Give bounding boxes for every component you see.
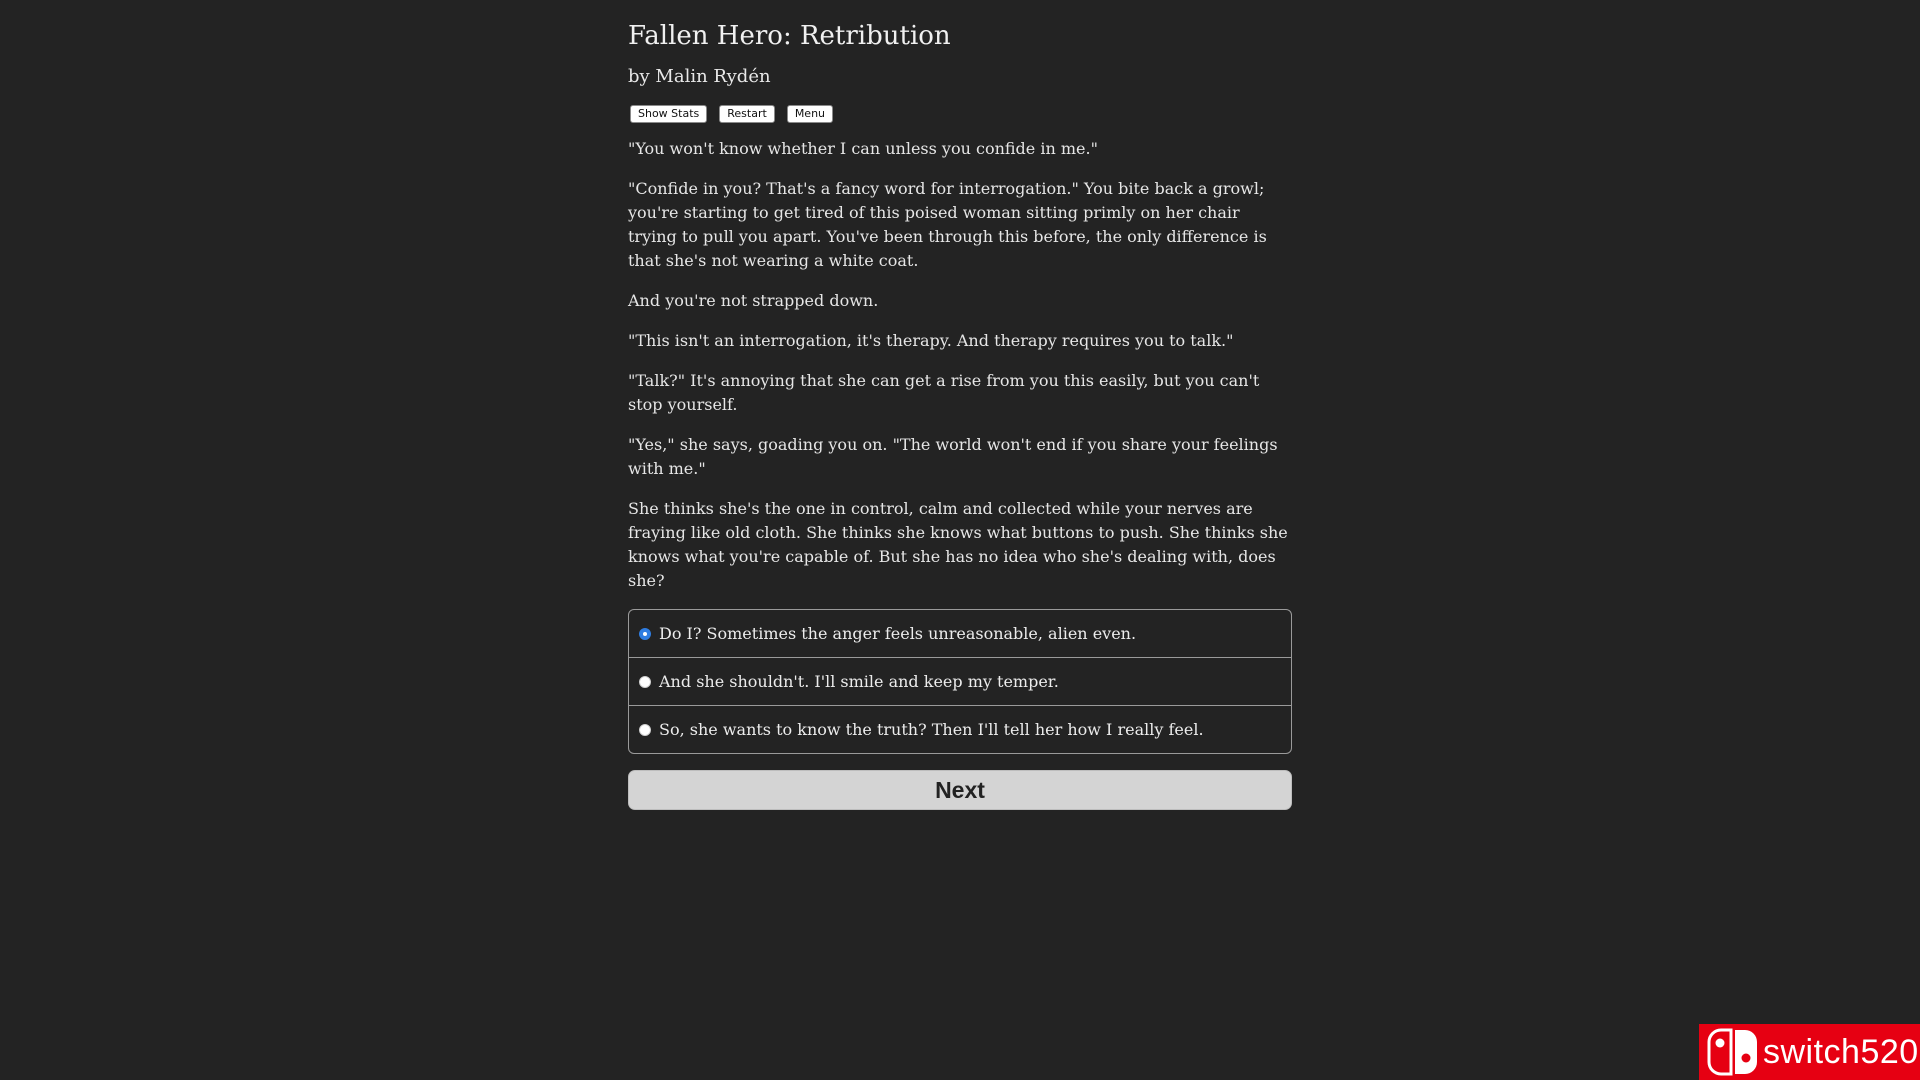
story-paragraph: "Talk?" It's annoying that she can get a rise from you this easily, but you can't stop yourself. [628,371,1260,414]
choice-label: And she shouldn't. I'll smile and keep my temper. [659,672,1059,691]
watermark-text: switch520 [1763,1032,1919,1071]
choice-label: So, she wants to know the truth? Then I'll tell her how I really feel. [659,720,1204,739]
choice-option-3[interactable] [629,705,1291,753]
game-title: Fallen Hero: Retribution [628,21,951,51]
story-paragraph: "Yes," she says, goading you on. "The world won't end if you share your feelings with me." [628,435,1278,478]
toolbar [628,105,1292,123]
game-container [628,0,1292,810]
nintendo-switch-logo-icon [1707,1028,1759,1076]
choice-option-1[interactable] [629,610,1291,657]
story-paragraph: "You won't know whether I can unless you confide in me." [628,139,1098,158]
story-paragraph: "Confide in you? That's a fancy word for interrogation." You bite back a growl; you're starting to get tired of this poised woman sitting primly on her chair trying to pull you apart. You've been through this before, the only difference is that she's not wearing a white coat. [628,179,1267,270]
story-text [628,137,1292,593]
story-paragraph: And you're not strapped down. [628,291,879,310]
next-button[interactable]: Next [628,770,1292,810]
story-paragraph: "This isn't an interrogation, it's therapy. And therapy requires you to talk." [628,331,1234,350]
restart-button[interactable]: Restart [719,105,775,123]
radio-selected-icon[interactable] [639,628,651,640]
choice-label: Do I? Sometimes the anger feels unreasonable, alien even. [659,624,1137,643]
show-stats-button[interactable]: Show Stats [630,105,707,123]
story-paragraph: She thinks she's the one in control, calm and collected while your nerves are fraying like old cloth. She thinks she knows what buttons to push. She thinks she knows what you're capable of. But she has no idea who she's dealing with, does she? [628,499,1288,590]
radio-unselected-icon[interactable] [639,724,651,736]
menu-button[interactable]: Menu [787,105,833,123]
choice-option-2[interactable] [629,657,1291,705]
radio-unselected-icon[interactable] [639,676,651,688]
watermark [1699,1024,1920,1080]
choice-list [628,609,1292,754]
author-byline: by Malin Rydén [628,66,771,87]
